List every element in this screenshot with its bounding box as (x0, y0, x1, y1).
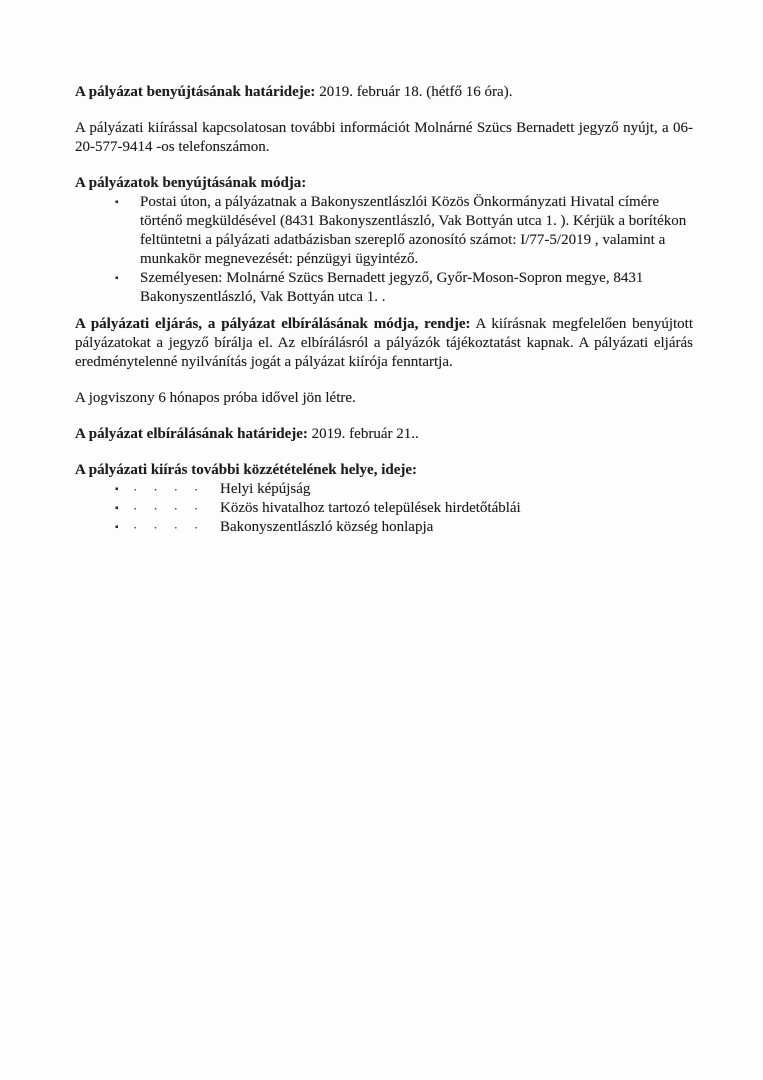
list-item-text: Közös hivatalhoz tartozó települések hirdetőtáblái (220, 500, 521, 516)
evaluation-deadline-line (75, 425, 693, 444)
square-bullet-icon: ▪ (115, 503, 119, 514)
evaluation-procedure-paragraph (75, 315, 693, 372)
submission-method-list (75, 193, 693, 307)
evaluation-procedure-text: A kiírásnak megfelelően benyújtott pályázatokat a jegyző bírálja el. Az elbírálásról a pályázók tájékoztatást kapnak. A pályázati eljárás eredménytelenné nyilvánítás jogát a pályázat kiírója fenntartja. (75, 316, 693, 370)
square-bullet-icon: ▪ (115, 197, 119, 208)
list-item-text: Postai úton, a pályázatnak a Bakonyszentlászlói Közös Önkormányzati Hivatal címére történő megküldésével (8431 Bakonyszentlászló, Vak Bottyán utca 1. ). Kérjük a borítékon feltüntetni a pályázati adatbázisban szereplő azonosító számot: I/77-5/2019 , valamint a munkakör megnevezését: pénzügyi ügyintéző. (140, 194, 687, 267)
publication-heading: A pályázati kiírás további közzétételének helye, ideje: (75, 462, 418, 478)
submission-deadline-value: 2019. február 18. (hétfő 16 óra). (319, 84, 513, 100)
square-bullet-icon: ▪ (115, 522, 119, 533)
submission-method-heading: A pályázatok benyújtásának módja: (75, 175, 307, 191)
leader-dots: ···· (133, 482, 215, 497)
submission-deadline-line (75, 83, 693, 102)
submission-deadline-label: A pályázat benyújtásának határideje: (75, 84, 316, 100)
leader-dots: ···· (133, 501, 215, 516)
list-item (75, 269, 693, 307)
list-item (75, 499, 693, 518)
leader-dots: ···· (133, 520, 215, 535)
publication-list (75, 480, 693, 537)
list-item-text: Bakonyszentlászló község honlapja (220, 519, 434, 535)
list-item-text: Helyi képújság (220, 481, 311, 497)
square-bullet-icon: ▪ (115, 273, 119, 284)
probation-note: A jogviszony 6 hónapos próba idővel jön létre. (75, 390, 356, 406)
list-item-text: Személyesen: Molnárné Szücs Bernadett jegyző, Győr-Moson-Sopron megye, 8431 Bakonyszentlászló, Vak Bottyán utca 1. . (140, 270, 644, 305)
evaluation-procedure-label: A pályázati eljárás, a pályázat elbírálásának módja, rendje: (75, 316, 471, 332)
list-item (75, 480, 693, 499)
list-item (75, 193, 693, 269)
list-item (75, 518, 693, 537)
evaluation-deadline-label: A pályázat elbírálásának határideje: (75, 426, 308, 442)
square-bullet-icon: ▪ (115, 484, 119, 495)
evaluation-deadline-value: 2019. február 21.. (311, 426, 419, 442)
contact-paragraph: A pályázati kiírással kapcsolatosan további információt Molnárné Szücs Bernadett jegyző nyújt, a 06-20-577-9414 -os telefonszámon. (75, 120, 693, 155)
